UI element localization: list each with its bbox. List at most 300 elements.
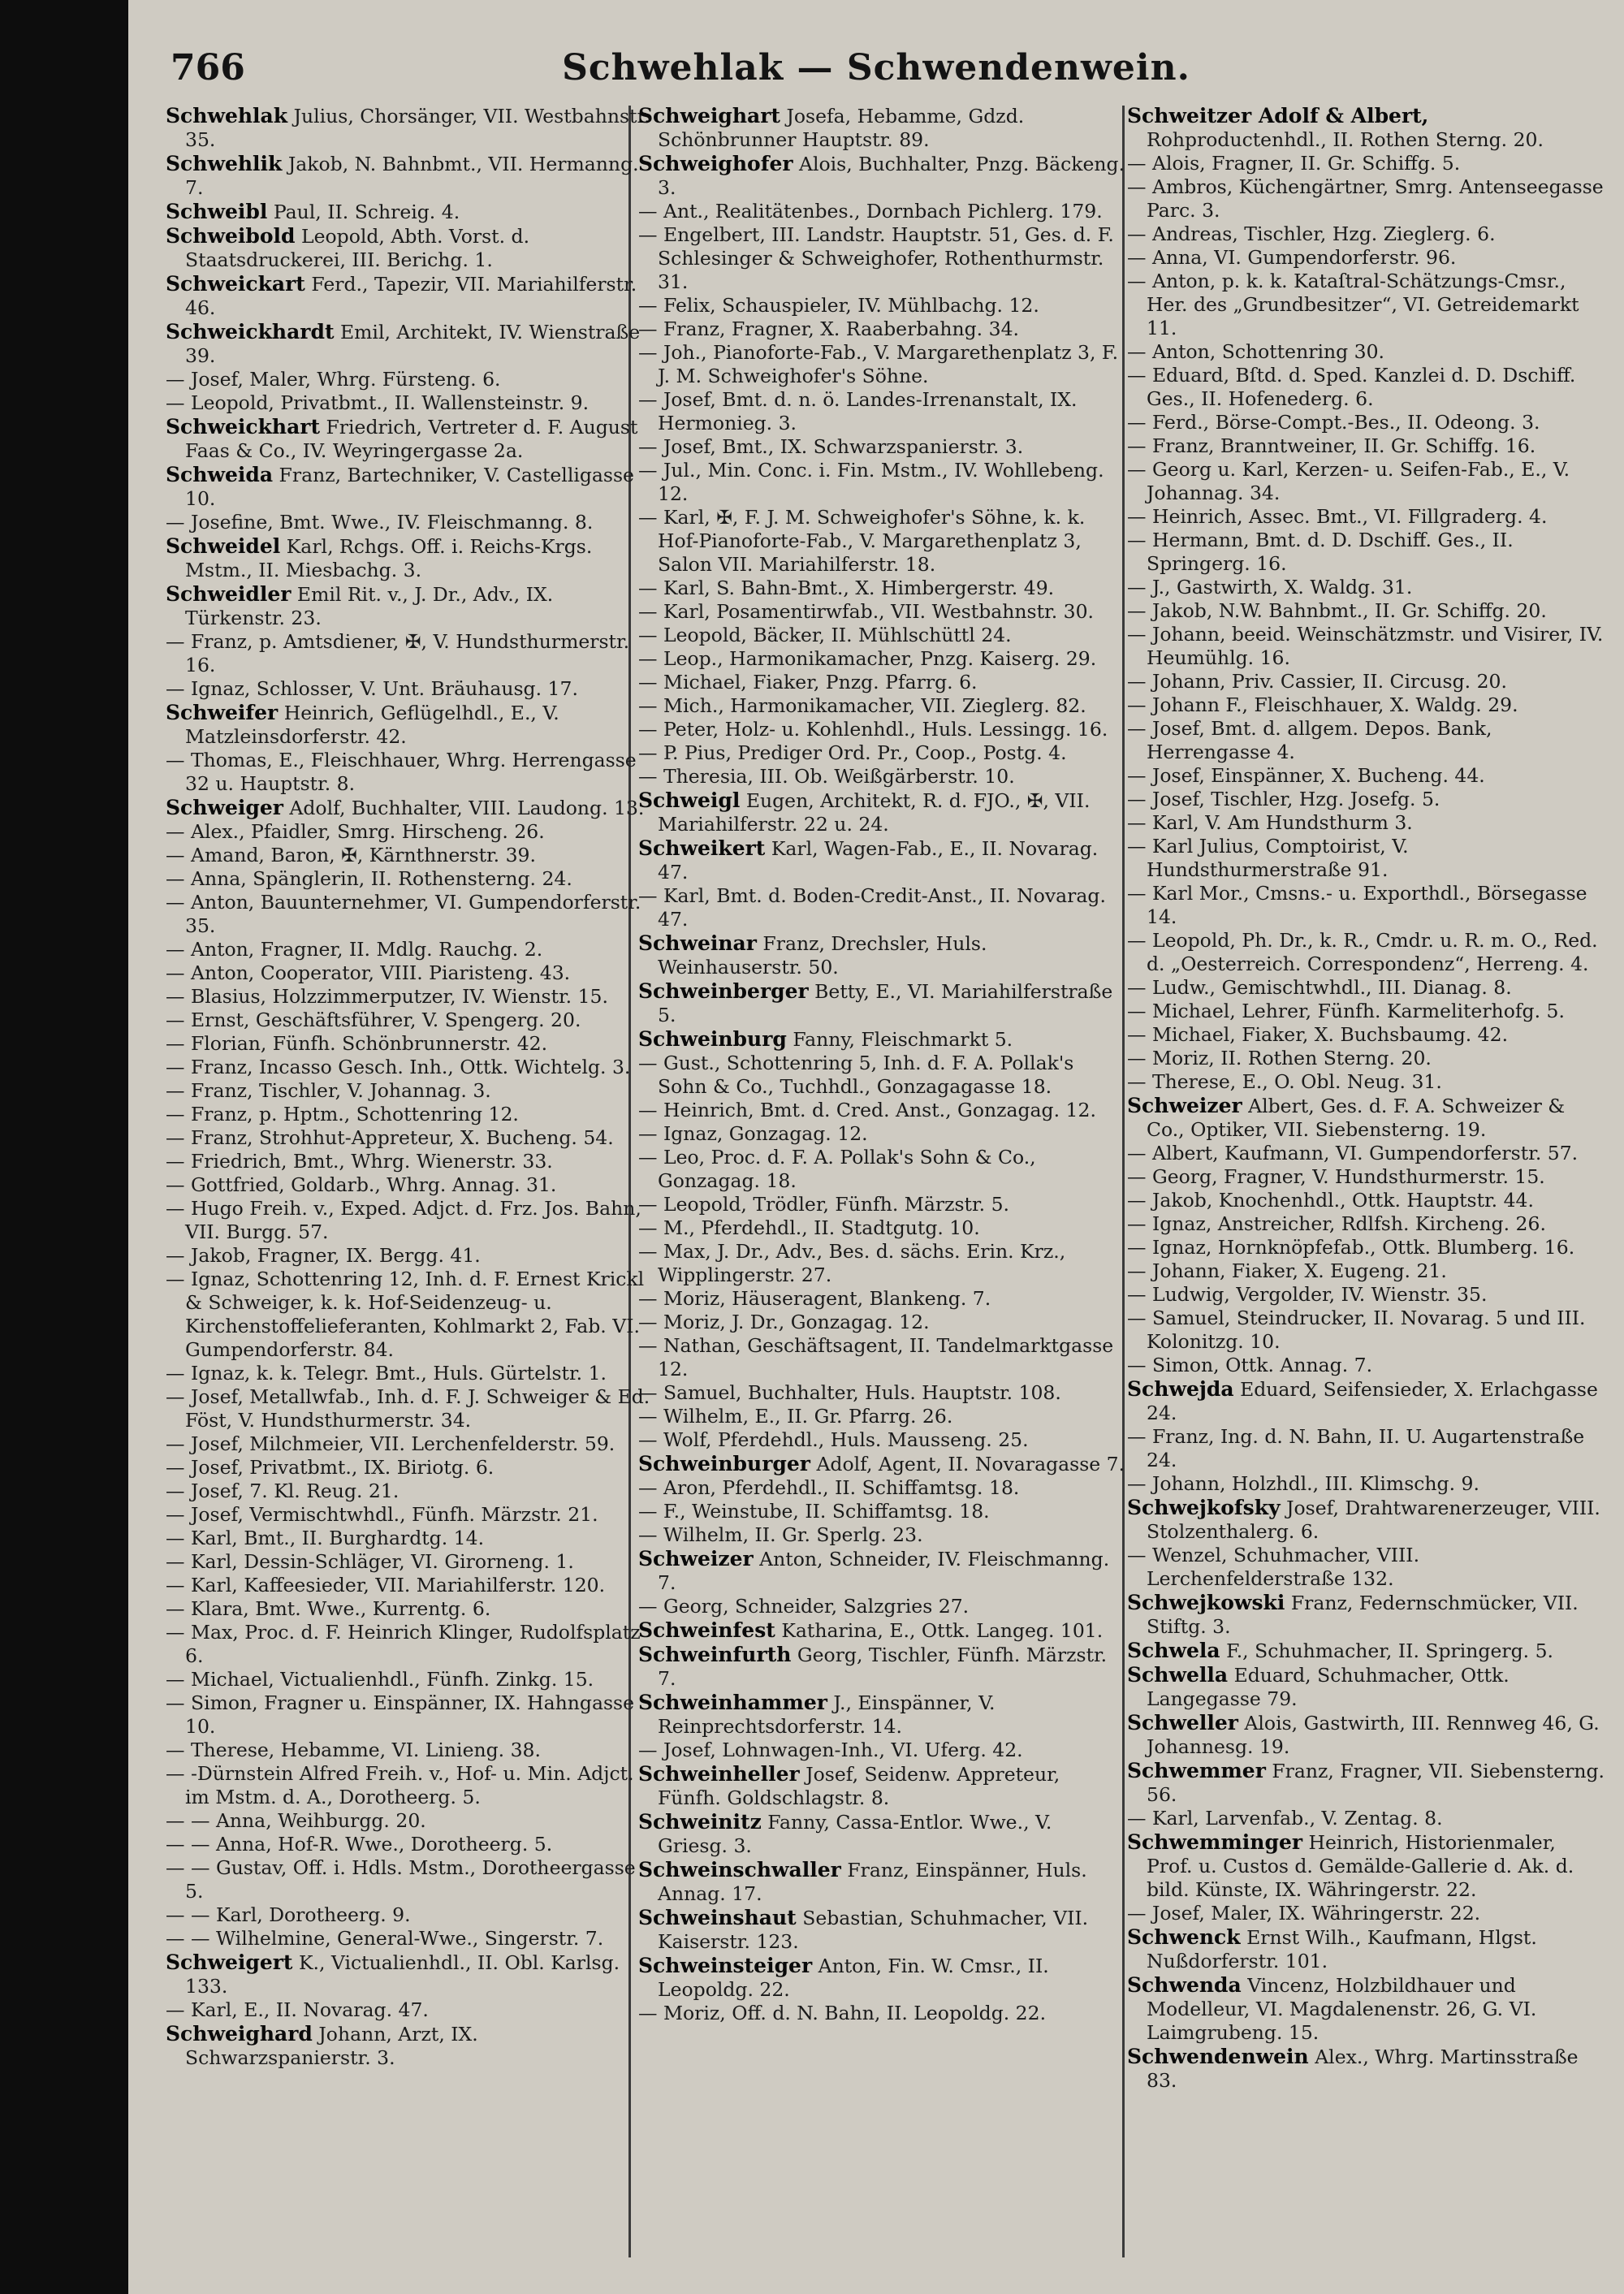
directory-entry [1127, 1639, 1606, 1663]
entry-details: — Aron, Pferdehdl., II. Schiffamtsg. 18. [638, 1476, 1020, 1499]
directory-entry [638, 1405, 1125, 1428]
directory-entry [638, 1595, 1125, 1618]
entry-surname: Schweinhammer [638, 1691, 827, 1714]
entry-surname: Schweinburg [638, 1027, 787, 1051]
directory-entry [166, 1574, 653, 1597]
directory-entry [166, 200, 653, 224]
directory-entry [166, 1173, 653, 1197]
entry-details: — Ignaz, Schottenring 12, Inh. d. F. Ernest Krickl & Schweiger, k. k. Hof-Seidenzeug- u. Kirchenstoffelieferanten, Kohlmarkt 2, Fab. VI. Gumpendorferstr. 84. [166, 1268, 645, 1361]
entry-surname: Schweinitz [638, 1810, 762, 1834]
entry-details: — Karl, S. Bahn-Bmt., X. Himbergerstr. 49. [638, 577, 1055, 599]
entry-details: — Johann, Holzhdl., III. Klimschg. 9. [1127, 1472, 1479, 1495]
directory-entry [638, 1334, 1125, 1381]
entry-details: — Karl, V. Am Hundsthurm 3. [1127, 811, 1413, 834]
entry-details: — Karl, ✠, F. J. M. Schweighofer's Söhne, k. k. Hof-Pianoforte-Fab., V. Margarethenplatz 3, Salon VII. Mariahilferstr. 18. [638, 506, 1086, 576]
directory-entry [1127, 764, 1606, 788]
entry-details: Betty, E., VI. Mariahilferstraße 5. [658, 980, 1113, 1026]
directory-entry [166, 1621, 653, 1668]
directory-entry [1127, 1307, 1606, 1354]
entry-details: — Franz, Fragner, X. Raaberbahng. 34. [638, 318, 1019, 340]
directory-column-1 [166, 104, 653, 2264]
directory-entry [1127, 1070, 1606, 1094]
entry-details: — Heinrich, Assec. Bmt., VI. Fillgraderg. 4. [1127, 505, 1548, 528]
directory-entry [166, 104, 653, 152]
entry-details: — Josef, Lohnwagen-Inh., VI. Uferg. 42. [638, 1739, 1023, 1761]
directory-entry [638, 1052, 1125, 1099]
entry-details: Karl, Rchgs. Off. i. Reichs-Krgs. Mstm., II. Miesbachg. 3. [185, 535, 593, 581]
entry-details: Vincenz, Holzbildhauer und Modelleur, VI. Magdalenenstr. 26, G. VI. Laimgrubeng. 15. [1147, 1974, 1537, 2044]
directory-entry [638, 1311, 1125, 1334]
entry-details: — Franz, Incasso Gesch. Inh., Ottk. Wichtelg. 3. [166, 1056, 631, 1078]
entry-surname: Schweikert [638, 836, 766, 860]
directory-entry [638, 1762, 1125, 1810]
directory-entry [638, 223, 1125, 294]
directory-entry [1127, 434, 1606, 458]
directory-entry [638, 577, 1125, 600]
entry-details: — Jakob, Knochenhdl., Ottk. Hauptstr. 44. [1127, 1189, 1534, 1212]
directory-entry [1127, 1377, 1606, 1425]
entry-details: — Klara, Bmt. Wwe., Kurrentg. 6. [166, 1597, 491, 1620]
entry-details: — — Anna, Weihburgg. 20. [166, 1809, 426, 1832]
entry-details: — Josef, Maler, Whrg. Fürsteng. 6. [166, 368, 501, 391]
directory-entry [1127, 505, 1606, 529]
entry-details: Heinrich, Geflügelhdl., E., V. Matzleinsdorferstr. 42. [185, 702, 559, 748]
entry-details: — Moriz, II. Rothen Sterng. 20. [1127, 1047, 1432, 1069]
directory-entry [166, 985, 653, 1009]
entry-surname: Schweighard [166, 2022, 313, 2046]
directory-entry [1127, 1259, 1606, 1283]
directory-entry [166, 1432, 653, 1456]
entry-details: — Ludw., Gemischtwhdl., III. Dianag. 8. [1127, 976, 1512, 999]
directory-entry [166, 820, 653, 844]
entry-details: — Leop., Harmonikamacher, Pnzg. Kaiserg. 29. [638, 647, 1097, 670]
directory-entry [638, 1428, 1125, 1452]
entry-details: — Josef, Vermischtwhdl., Fünfh. Märzstr. 21. [166, 1503, 598, 1526]
directory-entry [638, 1618, 1125, 1643]
entry-details: — Samuel, Steindrucker, II. Novarag. 5 und III. Kolonitzg. 10. [1127, 1307, 1586, 1353]
directory-entry [638, 2002, 1125, 2025]
directory-entry [1127, 1925, 1606, 1973]
directory-entry [166, 152, 653, 200]
entry-surname: Schweinsteiger [638, 1954, 813, 1977]
entry-details: — Therese, Hebamme, VI. Linieng. 38. [166, 1739, 541, 1761]
directory-entry [638, 600, 1125, 624]
directory-entry [166, 1691, 653, 1739]
directory-entry [638, 931, 1125, 979]
entry-surname: Schwendenwein [1127, 2045, 1309, 2068]
entry-details: — Karl, Kaffeesieder, VII. Mariahilferstr. 120. [166, 1574, 606, 1596]
directory-entry [166, 796, 653, 820]
entry-details: — Josef, 7. Kl. Reug. 21. [166, 1480, 400, 1502]
directory-entry [166, 1244, 653, 1268]
entry-details: Fanny, Cassa-Entlor. Wwe., V. Griesg. 3. [658, 1811, 1052, 1857]
entry-details: — Blasius, Holzzimmerputzer, IV. Wienstr. 15. [166, 985, 608, 1008]
entry-details: Anton, Fin. W. Cmsr., II. Leopoldg. 22. [658, 1955, 1049, 2001]
directory-entry [1127, 976, 1606, 1000]
entry-surname: Schweinschwaller [638, 1858, 841, 1881]
directory-entry [1127, 929, 1606, 976]
directory-entry [638, 200, 1125, 223]
directory-entry [1127, 246, 1606, 270]
directory-entry [1127, 364, 1606, 411]
entry-details: — Josef, Milchmeier, VII. Lerchenfelderstr. 59. [166, 1432, 615, 1455]
entry-details: Sebastian, Schuhmacher, VII. Kaiserstr. 123. [658, 1907, 1089, 1953]
entry-details: — Johann, Priv. Cassier, II. Circusg. 20. [1127, 670, 1507, 693]
entry-details: — — Karl, Dorotheerg. 9. [166, 1903, 411, 1926]
entry-details: — Michael, Lehrer, Fünfh. Karmeliterhofg. 5. [1127, 1000, 1565, 1022]
directory-entry [166, 1951, 653, 1998]
entry-details: Emil, Architekt, IV. Wienstraße 39. [185, 321, 641, 367]
entry-details: — — Wilhelmine, General-Wwe., Singerstr. 7. [166, 1927, 604, 1950]
entry-details: — Ernst, Geschäftsführer, V. Spengerg. 20. [166, 1009, 581, 1031]
entry-details: — — Gustav, Off. i. Hdls. Mstm., Dorotheergasse 5. [166, 1856, 636, 1903]
entry-details: — Jul., Min. Conc. i. Fin. Mstm., IV. Wohllebeng. 12. [638, 459, 1104, 505]
entry-details: — Joh., Pianoforte-Fab., V. Margarethenplatz 3, F. J. M. Schweighofer's Söhne. [638, 341, 1119, 387]
directory-entry [638, 318, 1125, 341]
entry-surname: Schweigert [166, 1951, 293, 1974]
entry-details: — Karl Mor., Cmsns.- u. Exporthdl., Börsegasse 14. [1127, 882, 1587, 928]
directory-entry [166, 1009, 653, 1032]
directory-entry [638, 1216, 1125, 1240]
directory-entry [166, 677, 653, 701]
directory-entry [1127, 693, 1606, 717]
entry-details: — Amand, Baron, ✠, Kärnthnerstr. 39. [166, 844, 536, 866]
entry-details: — Mich., Harmonikamacher, VII. Zieglerg. 82. [638, 694, 1086, 717]
entry-surname: Schwejkowski [1127, 1591, 1285, 1614]
entry-details: — Anton, Fragner, II. Mdlg. Rauchg. 2. [166, 938, 543, 961]
entry-details: — Georg u. Karl, Kerzen- u. Seifen-Fab., E., V. Johannag. 34. [1127, 458, 1570, 504]
directory-entry [638, 1193, 1125, 1216]
directory-entry [166, 1597, 653, 1621]
directory-entry [638, 1452, 1125, 1476]
entry-details: — Ignaz, Gonzagag. 12. [638, 1122, 868, 1145]
directory-entry [166, 1385, 653, 1432]
directory-entry [166, 368, 653, 391]
directory-entry [166, 1103, 653, 1126]
directory-entry [638, 718, 1125, 741]
entry-details: — Leopold, Trödler, Fünfh. Märzstr. 5. [638, 1193, 1009, 1216]
directory-entry [1127, 1047, 1606, 1070]
directory-entry [1127, 670, 1606, 693]
directory-entry [638, 884, 1125, 931]
entry-details: — Wolf, Pferdehdl., Huls. Mausseng. 25. [638, 1428, 1029, 1451]
directory-entry [166, 463, 653, 511]
directory-entry [1127, 1212, 1606, 1236]
entry-surname: Schwejkofsky [1127, 1496, 1281, 1519]
entry-details: Johann, Arzt, IX. Schwarzspanierstr. 3. [185, 2023, 478, 2069]
directory-entry [1127, 1142, 1606, 1165]
directory-entry [166, 1927, 653, 1951]
directory-entry [638, 1381, 1125, 1405]
directory-entry [1127, 576, 1606, 599]
entry-details: — Ignaz, Hornknöpfefab., Ottk. Blumberg. 16. [1127, 1236, 1575, 1259]
directory-entry [166, 1150, 653, 1173]
entry-details: — Karl, Dessin-Schläger, VI. Girorneng. 1. [166, 1550, 574, 1573]
directory-entry [166, 2022, 653, 2070]
directory-entry [638, 788, 1125, 836]
entry-details: Albert, Ges. d. F. A. Schweizer & Co., Optiker, VII. Siebensterng. 19. [1147, 1095, 1566, 1141]
entry-details: — Wenzel, Schuhmacher, VIII. Lerchenfelderstraße 132. [1127, 1544, 1420, 1590]
entry-details: — Karl, Larvenfab., V. Zentag. 8. [1127, 1807, 1443, 1830]
directory-entry [1127, 1830, 1606, 1902]
entry-details: — Eduard, Bſtd. d. Sped. Kanzlei d. D. Dschiff. Ges., II. Hofenederg. 6. [1127, 364, 1576, 410]
entry-details: — Jakob, Fragner, IX. Bergg. 41. [166, 1244, 481, 1267]
entry-surname: Schweibold [166, 224, 296, 248]
entry-details: — Franz, Tischler, V. Johannag. 3. [166, 1079, 491, 1102]
directory-entry [166, 867, 653, 891]
directory-entry [638, 1287, 1125, 1311]
entry-details: — Felix, Schauspieler, IV. Mühlbachg. 12. [638, 294, 1039, 317]
directory-entry [638, 647, 1125, 671]
entry-details: — Anton, Schottenring 30. [1127, 340, 1384, 363]
entry-details: Alex., Whrg. Martinsstraße 83. [1147, 2046, 1579, 2092]
entry-details: — Ant., Realitätenbes., Dornbach Pichlerg. 179. [638, 200, 1103, 222]
entry-details: — Simon, Ottk. Annag. 7. [1127, 1354, 1373, 1376]
entry-surname: Schweighofer [638, 152, 793, 175]
directory-entry [638, 1146, 1125, 1193]
entry-details: Rohproductenhdl., II. Rothen Sterng. 20. [1147, 128, 1544, 151]
entry-details: F., Schuhmacher, II. Springerg. 5. [1226, 1639, 1553, 1662]
directory-entry [638, 1523, 1125, 1547]
entry-surname: Schweinberger [638, 979, 809, 1003]
entry-surname: Schwemminger [1127, 1830, 1303, 1854]
entry-details: — Georg, Fragner, V. Hundsthurmerstr. 15. [1127, 1165, 1545, 1188]
directory-entry [638, 624, 1125, 647]
entry-surname: Schweinshaut [638, 1906, 797, 1929]
entry-surname: Schweiger [166, 796, 283, 819]
entry-surname: Schweickart [166, 272, 305, 296]
directory-entry [166, 1056, 653, 1079]
entry-details: — Michael, Victualienhdl., Fünfh. Zinkg. 15. [166, 1668, 594, 1691]
entry-details: — Max, J. Dr., Adv., Bes. d. sächs. Erin. Krz., Wipplingerstr. 27. [638, 1240, 1066, 1286]
entry-details: Adolf, Agent, II. Novaragasse 7. [816, 1453, 1125, 1475]
entry-details: — Georg, Schneider, Salzgries 27. [638, 1595, 970, 1618]
entry-details: — Franz, p. Hptm., Schottenring 12. [166, 1103, 519, 1125]
entry-surname: Schweidel [166, 534, 281, 558]
entry-details: — Max, Proc. d. F. Heinrich Klinger, Rudolfsplatz 6. [166, 1621, 641, 1667]
directory-entry [638, 388, 1125, 435]
directory-entry [1127, 1354, 1606, 1377]
entry-details: — Nathan, Geschäftsagent, II. Tandelmarktgasse 12. [638, 1334, 1114, 1380]
entry-details: — Johann, beeid. Weinschätzmstr. und Visirer, IV. Heumühlg. 16. [1127, 623, 1604, 669]
directory-entry [1127, 1496, 1606, 1544]
directory-entry [166, 1903, 653, 1927]
entry-details: Adolf, Buchhalter, VIII. Laudong. 13. [289, 797, 645, 819]
directory-entry [638, 1810, 1125, 1858]
entry-surname: Schweinheller [638, 1762, 800, 1786]
entry-surname: Schweigl [638, 788, 741, 812]
entry-surname: Schweinfest [638, 1618, 775, 1642]
directory-entry [638, 341, 1125, 388]
directory-entry [1127, 175, 1606, 222]
directory-entry [1127, 458, 1606, 505]
directory-entry [1127, 1591, 1606, 1639]
page-number: 766 [171, 47, 245, 89]
entry-details: J., Einspänner, V. Reinprechtsdorferstr. 14. [658, 1691, 996, 1738]
directory-entry [1127, 1236, 1606, 1259]
directory-entry [1127, 152, 1606, 175]
entry-details: — Moriz, J. Dr., Gonzagag. 12. [638, 1311, 930, 1333]
directory-entry [166, 749, 653, 796]
entry-details: — Gust., Schottenring 5, Inh. d. F. A. Pollak's Sohn & Co., Tuchhdl., Gonzagagasse 18. [638, 1052, 1074, 1098]
directory-entry [1127, 882, 1606, 929]
directory-entry [638, 1739, 1125, 1762]
directory-entry [166, 1809, 653, 1833]
directory-entry [638, 836, 1125, 884]
directory-entry [638, 1240, 1125, 1287]
entry-details: — Franz, Branntweiner, II. Gr. Schiffg. 16. [1127, 434, 1536, 457]
entry-details: — Albert, Kaufmann, VI. Gumpendorferstr. 57. [1127, 1142, 1579, 1164]
entry-surname: Schweinburger [638, 1452, 810, 1475]
directory-column-2 [638, 104, 1125, 2264]
directory-entry [1127, 788, 1606, 811]
directory-entry [638, 1122, 1125, 1146]
directory-entry [1127, 1165, 1606, 1189]
directory-entry [638, 435, 1125, 459]
directory-entry [638, 1906, 1125, 1954]
directory-entry [166, 1079, 653, 1103]
entry-details: — Franz, p. Amtsdiener, ✠, V. Hundsthurmerstr. 16. [166, 630, 630, 676]
entry-details: — Josef, Bmt. d. allgem. Depos. Bank, Herrengasse 4. [1127, 717, 1492, 763]
directory-entry [1127, 1544, 1606, 1591]
entry-details: — F., Weinstube, II. Schiffamtsg. 18. [638, 1500, 990, 1523]
directory-entry [166, 1480, 653, 1503]
entry-details: Emil Rit. v., J. Dr., Adv., IX. Türkenstr. 23. [185, 583, 554, 629]
entry-surname: Schweizer [1127, 1094, 1242, 1117]
directory-entry [166, 701, 653, 749]
directory-entry [1127, 104, 1606, 152]
directory-entry [166, 534, 653, 582]
directory-entry [166, 224, 653, 272]
entry-details: Alois, Gastwirth, III. Rennweg 46, G. Johannesg. 19. [1147, 1712, 1600, 1758]
entry-details: Franz, Einspänner, Huls. Annag. 17. [658, 1859, 1087, 1905]
entry-details: — Anna, Spänglerin, II. Rothensterng. 24. [166, 867, 572, 890]
directory-entry [1127, 811, 1606, 835]
entry-details: Georg, Tischler, Fünfh. Märzstr. 7. [658, 1644, 1108, 1690]
directory-entry [638, 459, 1125, 506]
entry-surname: Schwenck [1127, 1925, 1241, 1949]
entry-details: — Ludwig, Vergolder, IV. Wienstr. 35. [1127, 1283, 1488, 1306]
directory-entry [1127, 222, 1606, 246]
directory-entry [166, 1668, 653, 1691]
entry-details: — Simon, Fragner u. Einspänner, IX. Hahngasse 10. [166, 1691, 635, 1738]
directory-entry [638, 979, 1125, 1027]
directory-entry [1127, 2045, 1606, 2093]
entry-surname: Schwejda [1127, 1377, 1234, 1401]
entry-details: — Heinrich, Bmt. d. Cred. Anst., Gonzagag. 12. [638, 1099, 1096, 1121]
entry-details: — Josef, Bmt. d. n. ö. Landes-Irrenanstalt, IX. Hermonieg. 3. [638, 388, 1078, 434]
directory-entry [1127, 1283, 1606, 1307]
entry-surname: Schwenda [1127, 1973, 1242, 1997]
directory-entry [638, 741, 1125, 765]
directory-entry [638, 152, 1125, 200]
entry-details: — Anton, p. k. k. Kataſtral-Schätzungs-Cmsr., Her. des „Grundbesitzer“, VI. Getreidemarkt 11. [1127, 270, 1579, 339]
directory-entry [638, 1643, 1125, 1691]
directory-entry [166, 938, 653, 961]
entry-surname: Schweighart [638, 104, 780, 127]
entry-details: Alois, Buchhalter, Pnzg. Bäckeng. 3. [658, 153, 1125, 199]
directory-entry [1127, 1807, 1606, 1830]
entry-details: — Anton, Cooperator, VIII. Piaristeng. 43. [166, 961, 571, 984]
directory-entry [638, 1858, 1125, 1906]
entry-details: — Gottfried, Goldarb., Whrg. Annag. 31. [166, 1173, 557, 1196]
directory-entry [166, 320, 653, 368]
entry-details: Fanny, Fleischmarkt 5. [793, 1028, 1013, 1051]
entry-surname: Schweitzer Adolf & Albert, [1127, 104, 1429, 127]
entry-details: — Michael, Fiaker, X. Buchsbaumg. 42. [1127, 1023, 1509, 1046]
directory-entry [166, 1126, 653, 1150]
entry-details: K., Victualienhdl., II. Obl. Karlsg. 133. [185, 1951, 620, 1998]
entry-surname: Schweibl [166, 200, 268, 223]
entry-details: — Johann F., Fleischhauer, X. Waldg. 29. [1127, 693, 1518, 716]
entry-surname: Schwella [1127, 1663, 1229, 1687]
directory-entry [638, 694, 1125, 718]
directory-page [128, 0, 1624, 2294]
directory-entry [1127, 717, 1606, 764]
entry-surname: Schweinar [638, 931, 757, 955]
entry-surname: Schweller [1127, 1711, 1238, 1735]
entry-details: — Andreas, Tischler, Hzg. Zieglerg. 6. [1127, 222, 1496, 245]
directory-entry [166, 391, 653, 415]
entry-surname: Schweinfurth [638, 1643, 792, 1666]
directory-column-3 [1127, 104, 1606, 2264]
entry-surname: Schwela [1127, 1639, 1220, 1662]
entry-details: Eduard, Schuhmacher, Ottk. Langegasse 79. [1147, 1664, 1510, 1710]
entry-surname: Schweifer [166, 701, 279, 724]
directory-entry [1127, 340, 1606, 364]
entry-details: — Josef, Bmt., IX. Schwarzspanierstr. 3. [638, 435, 1024, 458]
directory-entry [1127, 599, 1606, 623]
entry-details: — Florian, Fünfh. Schönbrunnerstr. 42. [166, 1032, 548, 1055]
entry-details: — J., Gastwirth, X. Waldg. 31. [1127, 576, 1413, 598]
entry-details: — Anna, VI. Gumpendorferstr. 96. [1127, 246, 1457, 269]
directory-entry [638, 1099, 1125, 1122]
entry-details: — Leopold, Ph. Dr., k. R., Cmdr. u. R. m. O., Red. d. „Oesterreich. Correspondenz“, Herreng. 4. [1127, 929, 1598, 975]
entry-details: — Moriz, Häuseragent, Blankeng. 7. [638, 1287, 991, 1310]
directory-entry [166, 415, 653, 463]
entry-details: Franz, Federnschmücker, VII. Stiftg. 3. [1147, 1592, 1579, 1638]
directory-entry [166, 961, 653, 985]
entry-details: — Alex., Pfaidler, Smrg. Hirscheng. 26. [166, 820, 545, 843]
entry-details: — Karl, E., II. Novarag. 47. [166, 1998, 429, 2021]
entry-details: — Moriz, Off. d. N. Bahn, II. Leopoldg. 22. [638, 2002, 1047, 2024]
directory-entry [1127, 1472, 1606, 1496]
entry-details: — Josef, Privatbmt., IX. Biriotg. 6. [166, 1456, 495, 1479]
directory-entry [638, 1476, 1125, 1500]
entry-details: — Karl, Posamentirwfab., VII. Westbahnstr. 30. [638, 600, 1095, 623]
directory-entry [166, 1362, 653, 1385]
entry-details: — Theresia, III. Ob. Weißgärberstr. 10. [638, 765, 1015, 788]
directory-entry [638, 1691, 1125, 1739]
entry-details: Leopold, Abth. Vorst. d. Staatsdruckerei, III. Berichg. 1. [185, 225, 530, 271]
entry-details: — Karl Julius, Comptoirist, V. Hundsthurmerstraße 91. [1127, 835, 1409, 881]
directory-entry [638, 294, 1125, 318]
directory-entry [638, 671, 1125, 694]
directory-entry [638, 506, 1125, 577]
directory-entry [638, 1500, 1125, 1523]
entry-details: Heinrich, Historienmaler, Prof. u. Custos d. Gemälde-Gallerie d. Ak. d. bild. Künste, IX. Währingerstr. 22. [1147, 1831, 1574, 1901]
entry-surname: Schwehlik [166, 152, 283, 175]
entry-details: Ferd., Tapezir, VII. Mariahilferstr. 46. [185, 273, 637, 319]
entry-surname: Schweickhardt [166, 320, 335, 343]
entry-surname: Schweidler [166, 582, 292, 606]
entry-surname: Schweida [166, 463, 274, 486]
entry-details: Eugen, Architekt, R. d. FJO., ✠, VII. Mariahilferstr. 22 u. 24. [658, 789, 1091, 836]
directory-entry [1127, 1759, 1606, 1807]
entry-surname: Schwehlak [166, 104, 288, 127]
directory-entry [1127, 1902, 1606, 1925]
entry-details: Ernst Wilh., Kaufmann, Hlgst. Nußdorferstr. 101. [1147, 1926, 1537, 1972]
